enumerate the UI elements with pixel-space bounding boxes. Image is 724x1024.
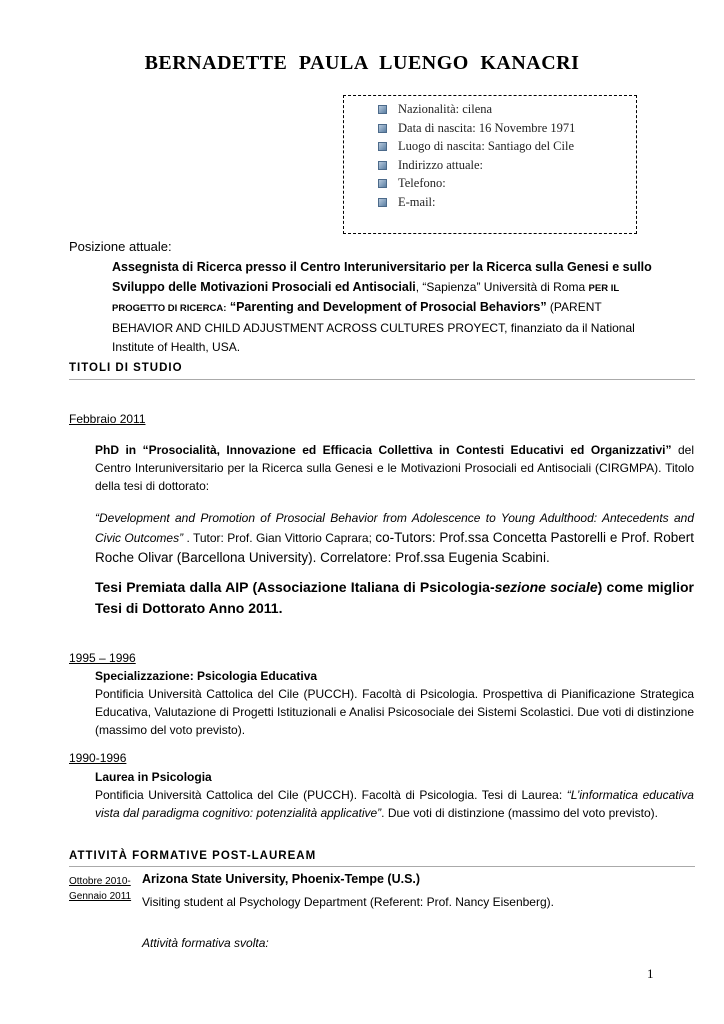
info-item-birthplace: Luogo di nascita: Santiago del Cile: [378, 137, 636, 156]
position-label: Posizione attuale:: [69, 239, 172, 254]
info-item-email: E-mail:: [378, 193, 636, 212]
section-title-studies: TITOLI DI STUDIO: [69, 362, 183, 374]
post-institution: Arizona State University, Phoenix-Tempe (U.S.): [142, 872, 421, 886]
laurea-title: Laurea in Psicologia: [95, 770, 212, 784]
info-item-birthdate: Data di nascita: 16 Novembre 1971: [378, 119, 636, 138]
laurea-description: Pontificia Università Cattolica del Cile (PUCCH). Facoltà di Psicologia. Tesi di Laurea: “L’informatica educativa vista dal paradigma cognitivo: potenzialità applicative”. Due voti di distinzione (massimo del voto previsto).: [95, 788, 694, 820]
page-number: 1: [647, 966, 654, 981]
post-date: Ottobre 2010- Gennaio 2011: [69, 876, 132, 902]
section-title-postlaurea: ATTIVITÀ FORMATIVE POST-LAUREAM: [69, 850, 317, 862]
candidate-name: BERNADETTE PAULA LUENGO KANACRI: [144, 52, 580, 74]
spec-description: Pontificia Università Cattolica del Cile (PUCCH). Facoltà di Psicologia. Prospettiva di Pianificazione Strategica Educativa, Valutazione di Progetti Istituzionali e Analisi Psicosociale dei Sistemi Scolastici. Due voti di distinzione (massimo del voto previsto).: [95, 687, 694, 737]
phd-thesis: “Development and Promotion of Prosocial Behavior from Adolescence to Young Adulthood: Antecedents and Civic Outcomes” . Tutor: Prof. Gian Vittorio Caprara; co-Tutors: Prof.ssa Concetta Pastorelli e Prof. Robert Roche Olivar (Barcellona University). Correlatore: Prof.ssa Eugenia Scabini.: [95, 511, 695, 565]
personal-info-list: [344, 96, 636, 212]
square-bullet-icon: [378, 124, 387, 133]
laurea-date: 1990-1996: [69, 751, 127, 765]
section-divider: [69, 866, 695, 867]
position-description: Assegnista di Ricerca presso il Centro Interuniversitario per la Ricerca sulla Genesi e sullo Sviluppo delle Motivazioni Prosociali ed Antisociali, “Sapienza” Università di Roma PER IL PROGETTO DI RICERCA: “Parenting and Development of Prosocial Behaviors” (PARENT BEHAVIOR AND CHILD ADJUSTMENT ACROSS CULTURES PROYECT, finanziato da il National Institute of Health, USA.: [112, 260, 652, 354]
personal-info-box: [343, 95, 637, 234]
section-divider: [69, 379, 695, 380]
square-bullet-icon: [378, 105, 387, 114]
phd-description: PhD in “Prosocialità, Innovazione ed Efficacia Collettiva in Contesti Educativi ed Organizzativi” del Centro Interuniversitario per la Ricerca sulla Genesi e le Motivazioni Prosociali ed Antisociali (CIRGMPA). Titolo della tesi di dottorato:: [95, 443, 694, 493]
spec-date: 1995 – 1996: [69, 651, 136, 665]
square-bullet-icon: [378, 198, 387, 207]
square-bullet-icon: [378, 142, 387, 151]
post-activity-label: Attività formativa svolta:: [142, 936, 269, 950]
spec-title: Specializzazione: Psicologia Educativa: [95, 669, 318, 683]
info-item-address: Indirizzo attuale:: [378, 156, 636, 175]
square-bullet-icon: [378, 179, 387, 188]
square-bullet-icon: [378, 161, 387, 170]
phd-award: Tesi Premiata dalla AIP (Associazione Italiana di Psicologia-sezione sociale) come miglior Tesi di Dottorato Anno 2011.: [95, 579, 694, 616]
post-description: Visiting student al Psychology Department (Referent: Prof. Nancy Eisenberg).: [142, 895, 554, 909]
info-item-phone: Telefono:: [378, 174, 636, 193]
phd-date: Febbraio 2011: [69, 412, 146, 426]
info-item-nationality: Nazionalità: cilena: [378, 100, 636, 119]
